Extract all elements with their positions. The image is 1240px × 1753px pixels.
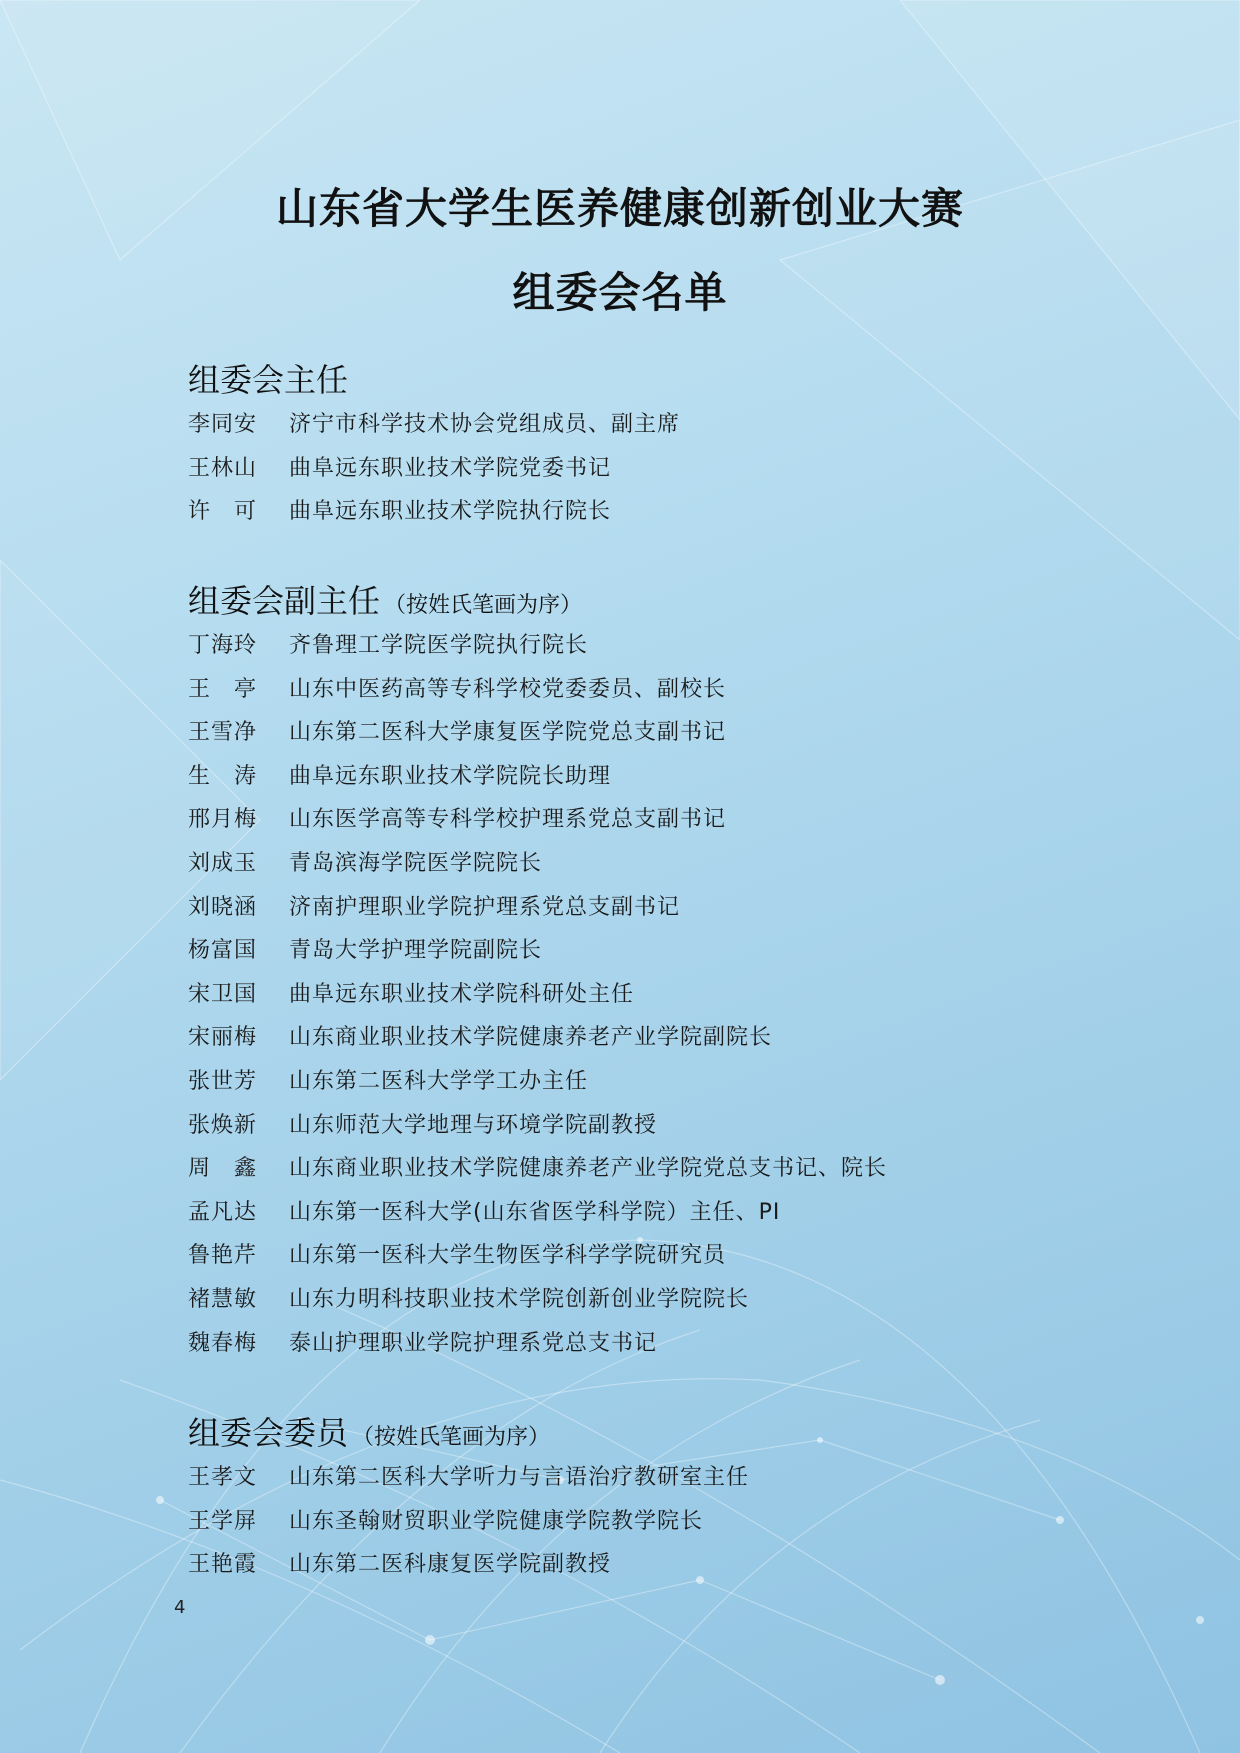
member-name: 许 可 — [188, 499, 258, 525]
member-role: 山东第一医科大学生物医学科学学院研究员 — [289, 1243, 727, 1269]
member-role: 山东第二医科大学学工办主任 — [289, 1068, 589, 1094]
section-note: （按姓氏笔画为序） — [384, 593, 583, 618]
section-title: 组委会委员 — [188, 1414, 349, 1452]
member-name: 王林山 — [188, 455, 258, 481]
member-name: 鲁艳芹 — [188, 1243, 258, 1269]
member-row — [188, 1060, 1168, 1104]
section-header — [188, 1410, 1168, 1456]
member-row — [188, 755, 1168, 799]
member-row — [188, 624, 1168, 668]
member-role: 山东商业职业技术学院健康养老产业学院党总支书记、院长 — [289, 1156, 888, 1182]
member-row — [188, 1191, 1168, 1235]
member-row — [188, 886, 1168, 930]
section-header — [188, 357, 1168, 403]
member-row — [188, 929, 1168, 973]
section-note: （按姓氏笔画为序） — [352, 1425, 551, 1450]
section-title: 组委会主任 — [188, 361, 349, 399]
member-row — [188, 447, 1168, 491]
member-role: 曲阜远东职业技术学院执行院长 — [289, 499, 612, 525]
section-director — [188, 357, 1168, 534]
member-name: 李同安 — [188, 412, 258, 437]
member-row — [188, 403, 1168, 447]
member-row — [188, 1543, 1168, 1587]
member-row — [188, 711, 1168, 755]
member-name: 张世芳 — [188, 1068, 258, 1094]
member-row — [188, 1322, 1168, 1366]
member-role: 山东中医药高等专科学校党委委员、副校长 — [289, 676, 727, 702]
member-role: 山东第二医科康复医学院副教授 — [289, 1552, 612, 1578]
member-name: 生 涛 — [188, 763, 258, 789]
member-role: 山东第二医科大学康复医学院党总支副书记 — [289, 720, 727, 746]
member-role: 山东师范大学地理与环境学院副教授 — [289, 1112, 658, 1138]
document-subtitle: 组委会名单 — [512, 268, 728, 317]
member-list — [188, 624, 1168, 1365]
member-name: 杨富国 — [188, 938, 258, 964]
member-name: 宋卫国 — [188, 981, 258, 1007]
member-role: 济南护理职业学院护理系党总支副书记 — [289, 894, 681, 920]
member-role: 山东力明科技职业技术学院创新创业学院院长 — [289, 1286, 750, 1312]
member-name: 王艳霞 — [188, 1552, 258, 1578]
member-name: 王学屏 — [188, 1508, 258, 1534]
member-name: 宋丽梅 — [188, 1025, 258, 1051]
member-list — [188, 403, 1168, 534]
member-row — [188, 973, 1168, 1017]
member-list — [188, 1456, 1168, 1587]
member-name: 褚慧敏 — [188, 1286, 258, 1312]
member-role: 齐鲁理工学院医学院执行院长 — [289, 633, 589, 658]
member-role: 青岛大学护理学院副院长 — [289, 938, 543, 964]
member-row — [188, 668, 1168, 712]
member-role: 曲阜远东职业技术学院院长助理 — [289, 763, 612, 789]
member-name: 邢月梅 — [188, 807, 258, 833]
section-committee-members — [188, 1410, 1168, 1587]
member-row — [188, 1500, 1168, 1544]
member-row — [188, 1234, 1168, 1278]
member-row — [188, 1278, 1168, 1322]
member-role: 山东商业职业技术学院健康养老产业学院副院长 — [289, 1025, 773, 1051]
member-name: 魏春梅 — [188, 1330, 258, 1356]
member-name: 王 亭 — [188, 676, 258, 702]
member-role: 山东第二医科大学听力与言语治疗教研室主任 — [289, 1465, 750, 1490]
member-row — [188, 490, 1168, 534]
section-header — [188, 578, 1168, 624]
member-role: 济宁市科学技术协会党组成员、副主席 — [289, 412, 681, 437]
member-row — [188, 1147, 1168, 1191]
section-deputy-director — [188, 578, 1168, 1365]
member-name: 孟凡达 — [188, 1199, 258, 1225]
member-name: 王孝文 — [188, 1465, 258, 1490]
member-row — [188, 842, 1168, 886]
page-number: 4 — [174, 1597, 186, 1618]
member-row — [188, 1016, 1168, 1060]
member-name: 刘成玉 — [188, 850, 258, 876]
member-role: 泰山护理职业学院护理系党总支书记 — [289, 1330, 658, 1356]
member-role: 曲阜远东职业技术学院党委书记 — [289, 455, 612, 481]
member-name: 丁海玲 — [188, 633, 258, 658]
section-title: 组委会副主任 — [188, 582, 381, 620]
member-name: 王雪净 — [188, 720, 258, 746]
member-name: 周 鑫 — [188, 1156, 258, 1182]
member-role: 曲阜远东职业技术学院科研处主任 — [289, 981, 635, 1007]
member-name: 刘晓涵 — [188, 894, 258, 920]
document-title: 山东省大学生医养健康创新创业大赛 — [275, 184, 964, 233]
member-role: 山东第一医科大学(山东省医学科学院）主任、PI — [289, 1199, 781, 1225]
member-role: 山东圣翰财贸职业学院健康学院教学院长 — [289, 1508, 704, 1534]
member-name: 张焕新 — [188, 1112, 258, 1138]
member-role: 山东医学高等专科学校护理系党总支副书记 — [289, 807, 727, 833]
member-row — [188, 1456, 1168, 1500]
member-row — [188, 798, 1168, 842]
member-row — [188, 1104, 1168, 1148]
member-role: 青岛滨海学院医学院院长 — [289, 850, 543, 876]
